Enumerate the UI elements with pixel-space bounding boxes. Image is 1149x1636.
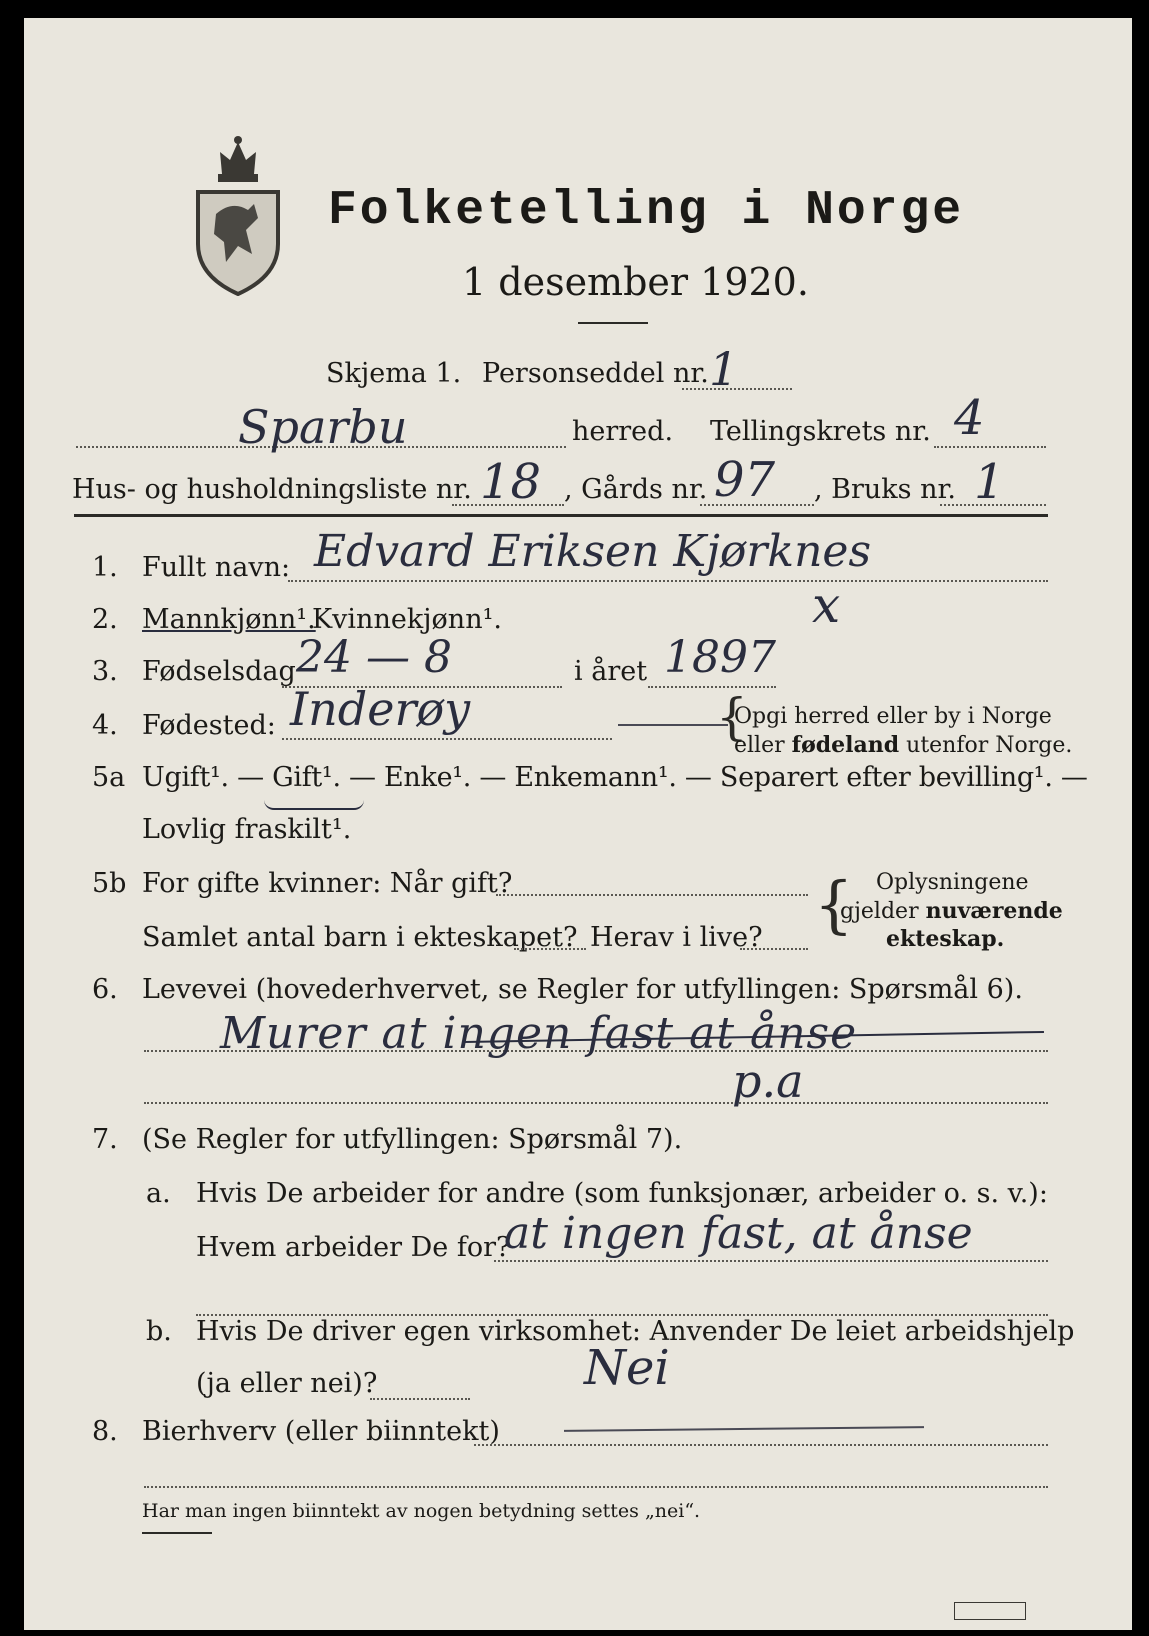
form-date: 1 desember 1920.	[462, 260, 809, 304]
q3-label: Fødselsdag	[142, 656, 296, 687]
q5b-label-2: Samlet antal barn i ekteskapet?	[142, 922, 578, 953]
q6-value-2: p.a	[732, 1054, 804, 1108]
tellingskrets-value: 4	[954, 390, 985, 446]
q3-year-value: 1897	[664, 632, 776, 683]
q4-note-2-pre: eller	[734, 733, 785, 758]
q7a-letter: a.	[146, 1178, 171, 1209]
q5b-note-2	[840, 898, 1063, 924]
tellingskrets-line	[934, 446, 1046, 448]
q4-value: Inderøy	[290, 682, 471, 736]
gards-label: , Gårds nr.	[564, 474, 708, 505]
personseddel-value: 1	[709, 342, 739, 396]
header-rule	[74, 514, 1048, 517]
q5b-brace: {	[814, 868, 854, 941]
q7a-value: at ingen fast, at ånse	[504, 1208, 973, 1259]
q4-dash	[618, 724, 728, 726]
footer-note: Har man ingen biinntekt av nogen betydning settes „nei“.	[142, 1500, 701, 1522]
coat-of-arms-icon	[192, 134, 284, 296]
q4-number: 4.	[92, 710, 118, 741]
q3-year-label: i året	[574, 656, 648, 687]
q4-note-1: Opgi herred eller by i Norge	[734, 704, 1052, 729]
q1-number: 1.	[92, 552, 118, 583]
q7a-line-1	[494, 1260, 1048, 1262]
q5b-label-1: For gifte kvinner: Når gift?	[142, 868, 513, 899]
q6-line-2	[144, 1102, 1048, 1104]
q8-line-2	[144, 1486, 1048, 1488]
q3-day-value: 24 — 8	[296, 632, 452, 683]
bruks-value: 1	[974, 454, 1005, 510]
q7b-value: Nei	[584, 1340, 670, 1396]
gards-value: 97	[714, 452, 776, 508]
q5b-note-2-pre: gjelder	[840, 899, 919, 924]
personseddel-label: Personseddel nr.	[482, 358, 709, 389]
footer-rule	[142, 1532, 212, 1534]
printer-stamp	[954, 1602, 1026, 1620]
q6-value: Murer at ingen fast at ånse	[220, 1008, 858, 1059]
q1-value: Edvard Eriksen Kjørknes	[314, 526, 872, 577]
tellingskrets-label: Tellingskrets nr.	[710, 416, 931, 447]
q8-dash	[564, 1426, 924, 1432]
q2-male-option: Mannkjønn¹.	[142, 604, 316, 635]
census-form-page	[24, 18, 1132, 1630]
q5a-underline-mark	[264, 800, 364, 810]
q5a-options-2: Lovlig fraskilt¹.	[142, 814, 352, 845]
form-title: Folketelling i Norge	[328, 184, 965, 238]
q2-number: 2.	[92, 604, 118, 635]
q5b-line-3	[740, 948, 808, 950]
q7b-label-2: (ja eller nei)?	[196, 1368, 378, 1399]
q5a-number: 5a	[92, 762, 126, 793]
q3-number: 3.	[92, 656, 118, 687]
q4-note-2-bold: fødeland	[791, 732, 900, 758]
q7-number: 7.	[92, 1124, 118, 1155]
q7-label: (Se Regler for utfyllingen: Spørsmål 7).	[142, 1124, 683, 1155]
q7a-label-2: Hvem arbeider De for?	[196, 1232, 511, 1263]
q3-year-line	[648, 686, 776, 688]
hus-label: Hus- og husholdningsliste nr.	[72, 474, 472, 505]
herred-label: herred.	[572, 416, 674, 447]
skjema-label: Skjema 1.	[326, 358, 462, 389]
q6-number: 6.	[92, 974, 118, 1005]
q7b-label-1: Hvis De driver egen virksomhet: Anvender De leiet arbeidshjelp	[196, 1316, 1075, 1347]
q5b-line-2	[514, 948, 586, 950]
q7b-letter: b.	[146, 1316, 172, 1347]
q5b-note-2-bold: nuværende	[925, 898, 1063, 924]
q5b-note-3: ekteskap.	[886, 926, 1005, 952]
q2-mark: x	[812, 576, 841, 634]
q4-note-2	[734, 732, 1072, 758]
title-divider	[578, 322, 648, 324]
q2-female-option: Kvinnekjønn¹.	[312, 604, 502, 635]
q5b-note-1: Oplysningene	[876, 870, 1029, 895]
herred-value: Sparbu	[238, 400, 408, 454]
q4-line	[282, 738, 612, 740]
q4-label: Fødested:	[142, 710, 276, 741]
q6-label: Levevei (hovederhvervet, se Regler for utfyllingen: Spørsmål 6).	[142, 974, 1023, 1005]
q8-number: 8.	[92, 1416, 118, 1447]
q7b-line	[370, 1398, 470, 1400]
bruks-label: , Bruks nr.	[814, 474, 957, 505]
q4-note-2-post: utenfor Norge.	[906, 733, 1073, 758]
q1-label: Fullt navn:	[142, 552, 291, 583]
q5b-line-1	[496, 894, 808, 896]
q7a-label-1: Hvis De arbeider for andre (som funksjonær, arbeider o. s. v.):	[196, 1178, 1048, 1209]
q5b-number: 5b	[92, 868, 127, 899]
hus-value: 18	[480, 454, 542, 510]
q1-line	[288, 580, 1048, 582]
q5a-options: Ugift¹. — Gift¹. — Enke¹. — Enkemann¹. — Separert efter bevilling¹. —	[142, 762, 1088, 793]
q5b-label-3: Herav i live?	[590, 922, 763, 953]
q8-line-1	[474, 1444, 1048, 1446]
q8-label: Bierhverv (eller biinntekt)	[142, 1416, 500, 1447]
q4-brace: {	[716, 688, 748, 746]
